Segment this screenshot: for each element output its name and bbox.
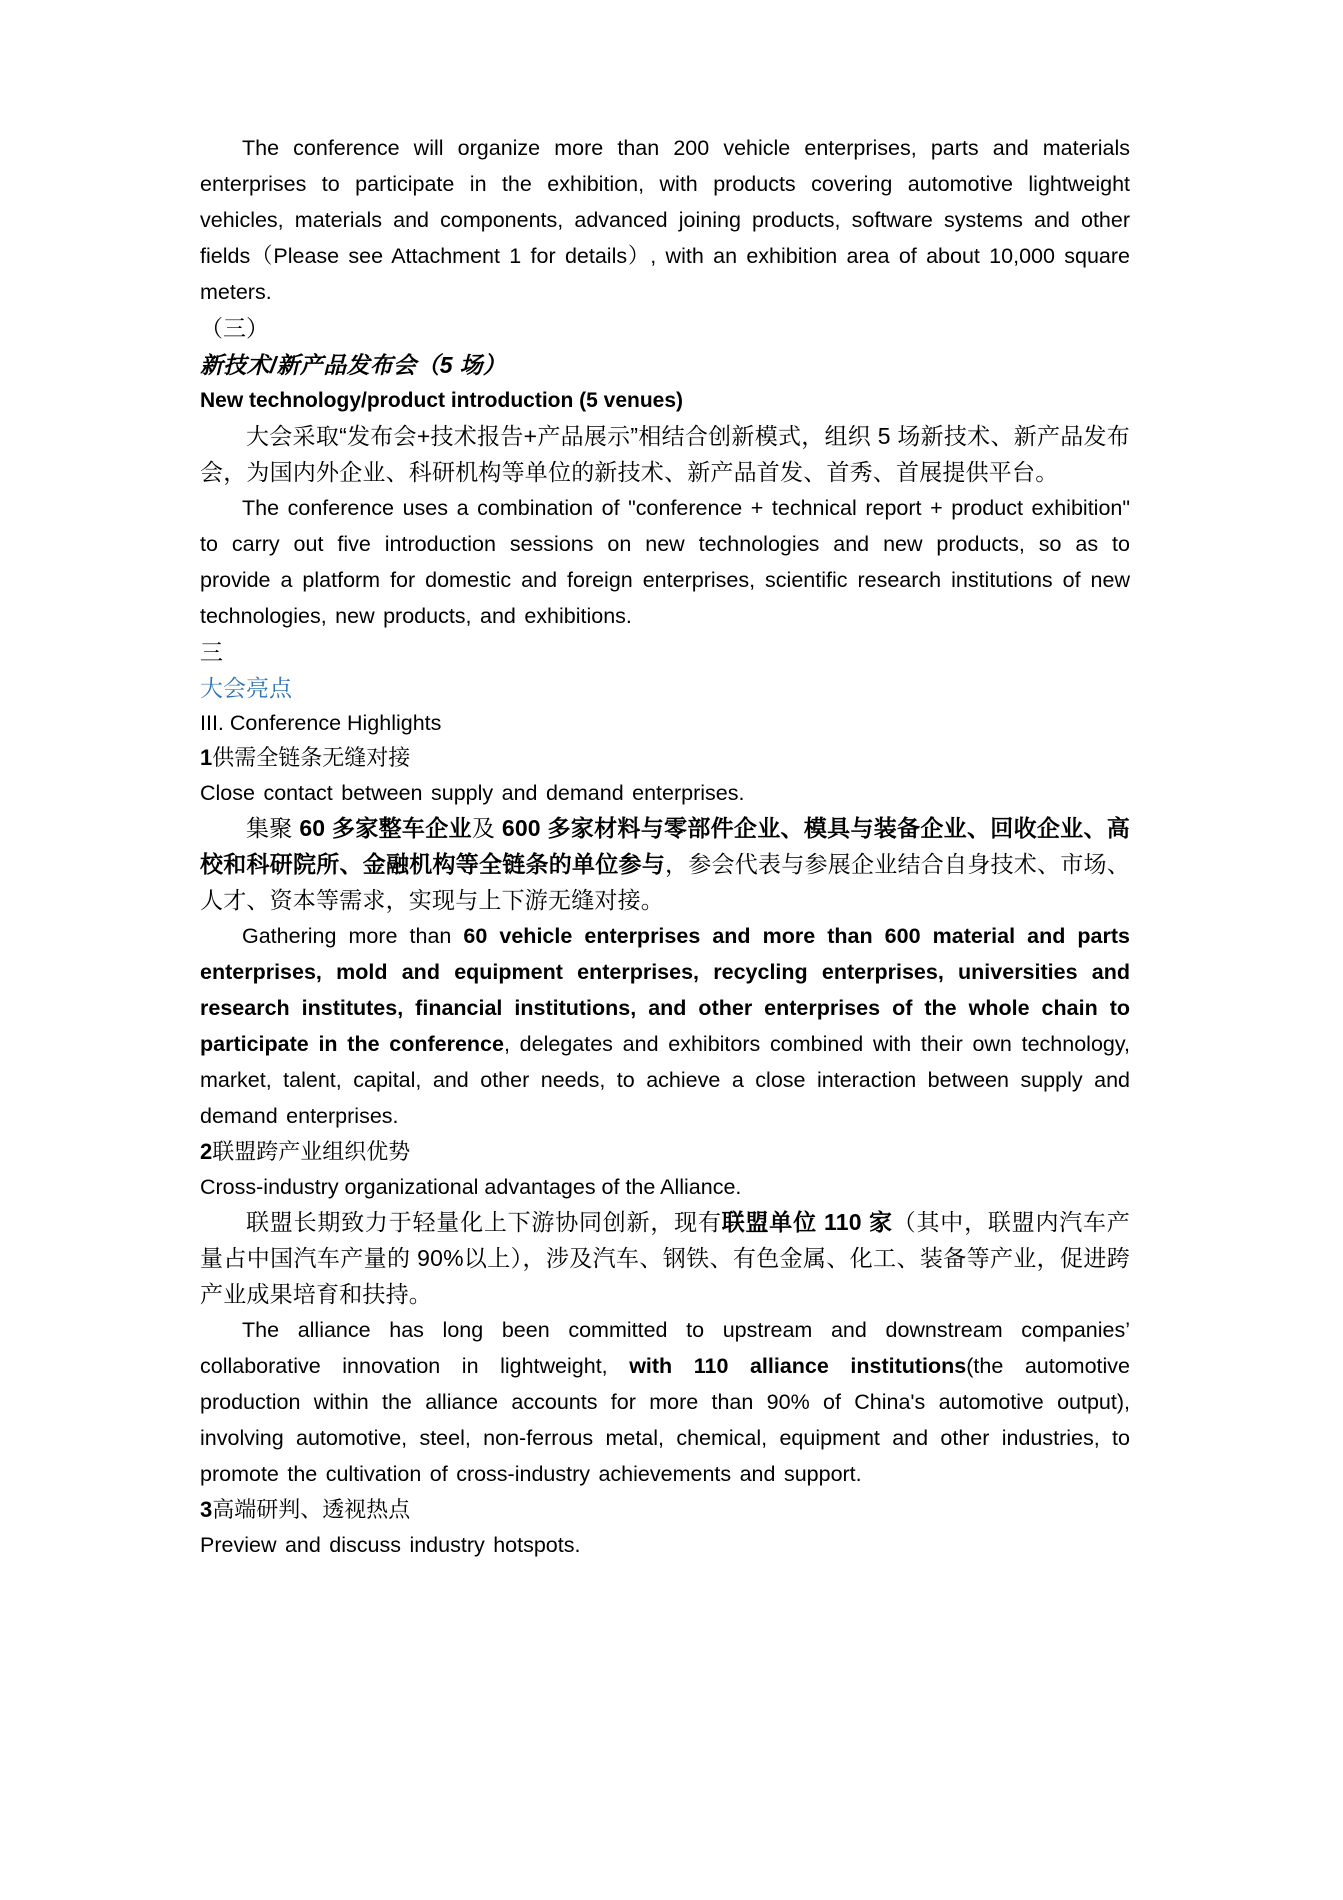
highlight-item-2-body-en [200, 1312, 1130, 1492]
paragraph-new-technology-zh: 大会采取“发布会+技术报告+产品展示”相结合创新模式，组织 5 场新技术、新产品发布会，为国内外企业、科研机构等单位的新技术、新产品首发、首秀、首展提供平台。 [200, 423, 1130, 485]
item2-en-bold: with 110 alliance institutions [629, 1354, 967, 1378]
highlight-item-2-body-zh [200, 1204, 1130, 1312]
highlight-item-3-number: 3 [200, 1497, 213, 1522]
highlight-item-1-body-zh [200, 810, 1130, 918]
highlight-item-3-title-en: Preview and discuss industry hotspots. [200, 1533, 581, 1557]
heading-new-technology-zh: 新技术/新产品发布会（5 场） [200, 352, 507, 378]
heading-conference-highlights-zh: 大会亮点 [200, 675, 292, 701]
highlight-item-1-title-en: Close contact between supply and demand enterprises. [200, 781, 745, 805]
item1-zh-post: ，参会代表与参展企业结合自身技术、市场、人才、资本等需求，实现与上下游无缝对接。 [200, 851, 1131, 913]
item1-zh-bold-1: 60 多家整车企业 [299, 815, 472, 841]
item2-zh-pre: 联盟长期致力于轻量化上下游协同创新，现有 [246, 1209, 722, 1235]
highlight-item-1-number: 1 [200, 745, 213, 770]
paragraph-new-technology-en: The conference uses a combination of "conference + technical report + product exhibition" to carry out five introduction sessions on new technologies and new products, so as to provide a platform for domestic and foreign enterprises, scientific research institutions of new technologies, new products, and exhibitions. [200, 496, 1130, 628]
paragraph-exhibition-en: The conference will organize more than 200 vehicle enterprises, parts and materials enterprises to participate in the exhibition, with products covering automotive lightweight vehicles, materials and components, advanced joining products, software systems and other fields（Please see Attachment 1 for details）, with an exhibition area of about 10,000 square meters. [200, 136, 1130, 304]
highlight-item-3-title-zh: 高端研判、透视热点 [212, 1497, 411, 1522]
document-body [200, 130, 1130, 1562]
item2-en-pre: The alliance has long been committed to upstream and downstream companies’ collaborative innovation in lightweight, [200, 1318, 1130, 1378]
label-section-three-zh: 三 [200, 639, 223, 665]
item1-zh-pre: 集聚 [246, 815, 300, 841]
item1-zh-bold-2: 600 多家材料与零部件企业、模具与装备企业、回收企业、高校和科研院所、金融机构等全链条的单位参与 [200, 815, 1130, 877]
item1-en-post: , delegates and exhibitors combined with their own technology, market, talent, capital, and other needs, to achieve a close interaction between supply and demand enterprises. [200, 1032, 1130, 1128]
highlight-item-1-title-zh: 供需全链条无缝对接 [212, 745, 411, 770]
highlight-item-2-number: 2 [200, 1139, 213, 1164]
highlight-item-1-heading [200, 740, 1130, 776]
label-section-three-paren: （三） [200, 315, 269, 341]
highlight-item-2-title-en: Cross-industry organizational advantages of the Alliance. [200, 1175, 742, 1199]
highlight-item-2-title-zh: 联盟跨产业组织优势 [212, 1139, 411, 1164]
item1-en-bold: 60 vehicle enterprises and more than 600 material and parts enterprises, mold and equipment enterprises, recycling enterprises, universities and research institutes, financial institutions, and other enterprises of the whole chain to participate in the conference [200, 924, 1130, 1056]
highlight-item-3-heading [200, 1492, 1130, 1528]
highlight-item-2-heading [200, 1134, 1130, 1170]
item2-en-post: (the automotive production within the alliance accounts for more than 90% of China's automotive output), involving automotive, steel, non-ferrous metal, chemical, equipment and other industries, to promote the cultivation of cross-industry achievements and support. [200, 1354, 1130, 1486]
heading-conference-highlights-en: III. Conference Highlights [200, 711, 442, 735]
item1-en-pre: Gathering more than [242, 924, 464, 948]
item2-zh-post: （其中，联盟内汽车产量占中国汽车产量的 90%以上），涉及汽车、钢铁、有色金属、化工、装备等产业，促进跨产业成果培育和扶持。 [200, 1209, 1131, 1307]
item2-zh-bold: 联盟单位 110 家 [721, 1209, 893, 1235]
highlight-item-1-body-en [200, 918, 1130, 1134]
heading-new-technology-en: New technology/product introduction (5 venues) [200, 389, 684, 412]
item1-zh-mid: 及 [471, 815, 502, 841]
